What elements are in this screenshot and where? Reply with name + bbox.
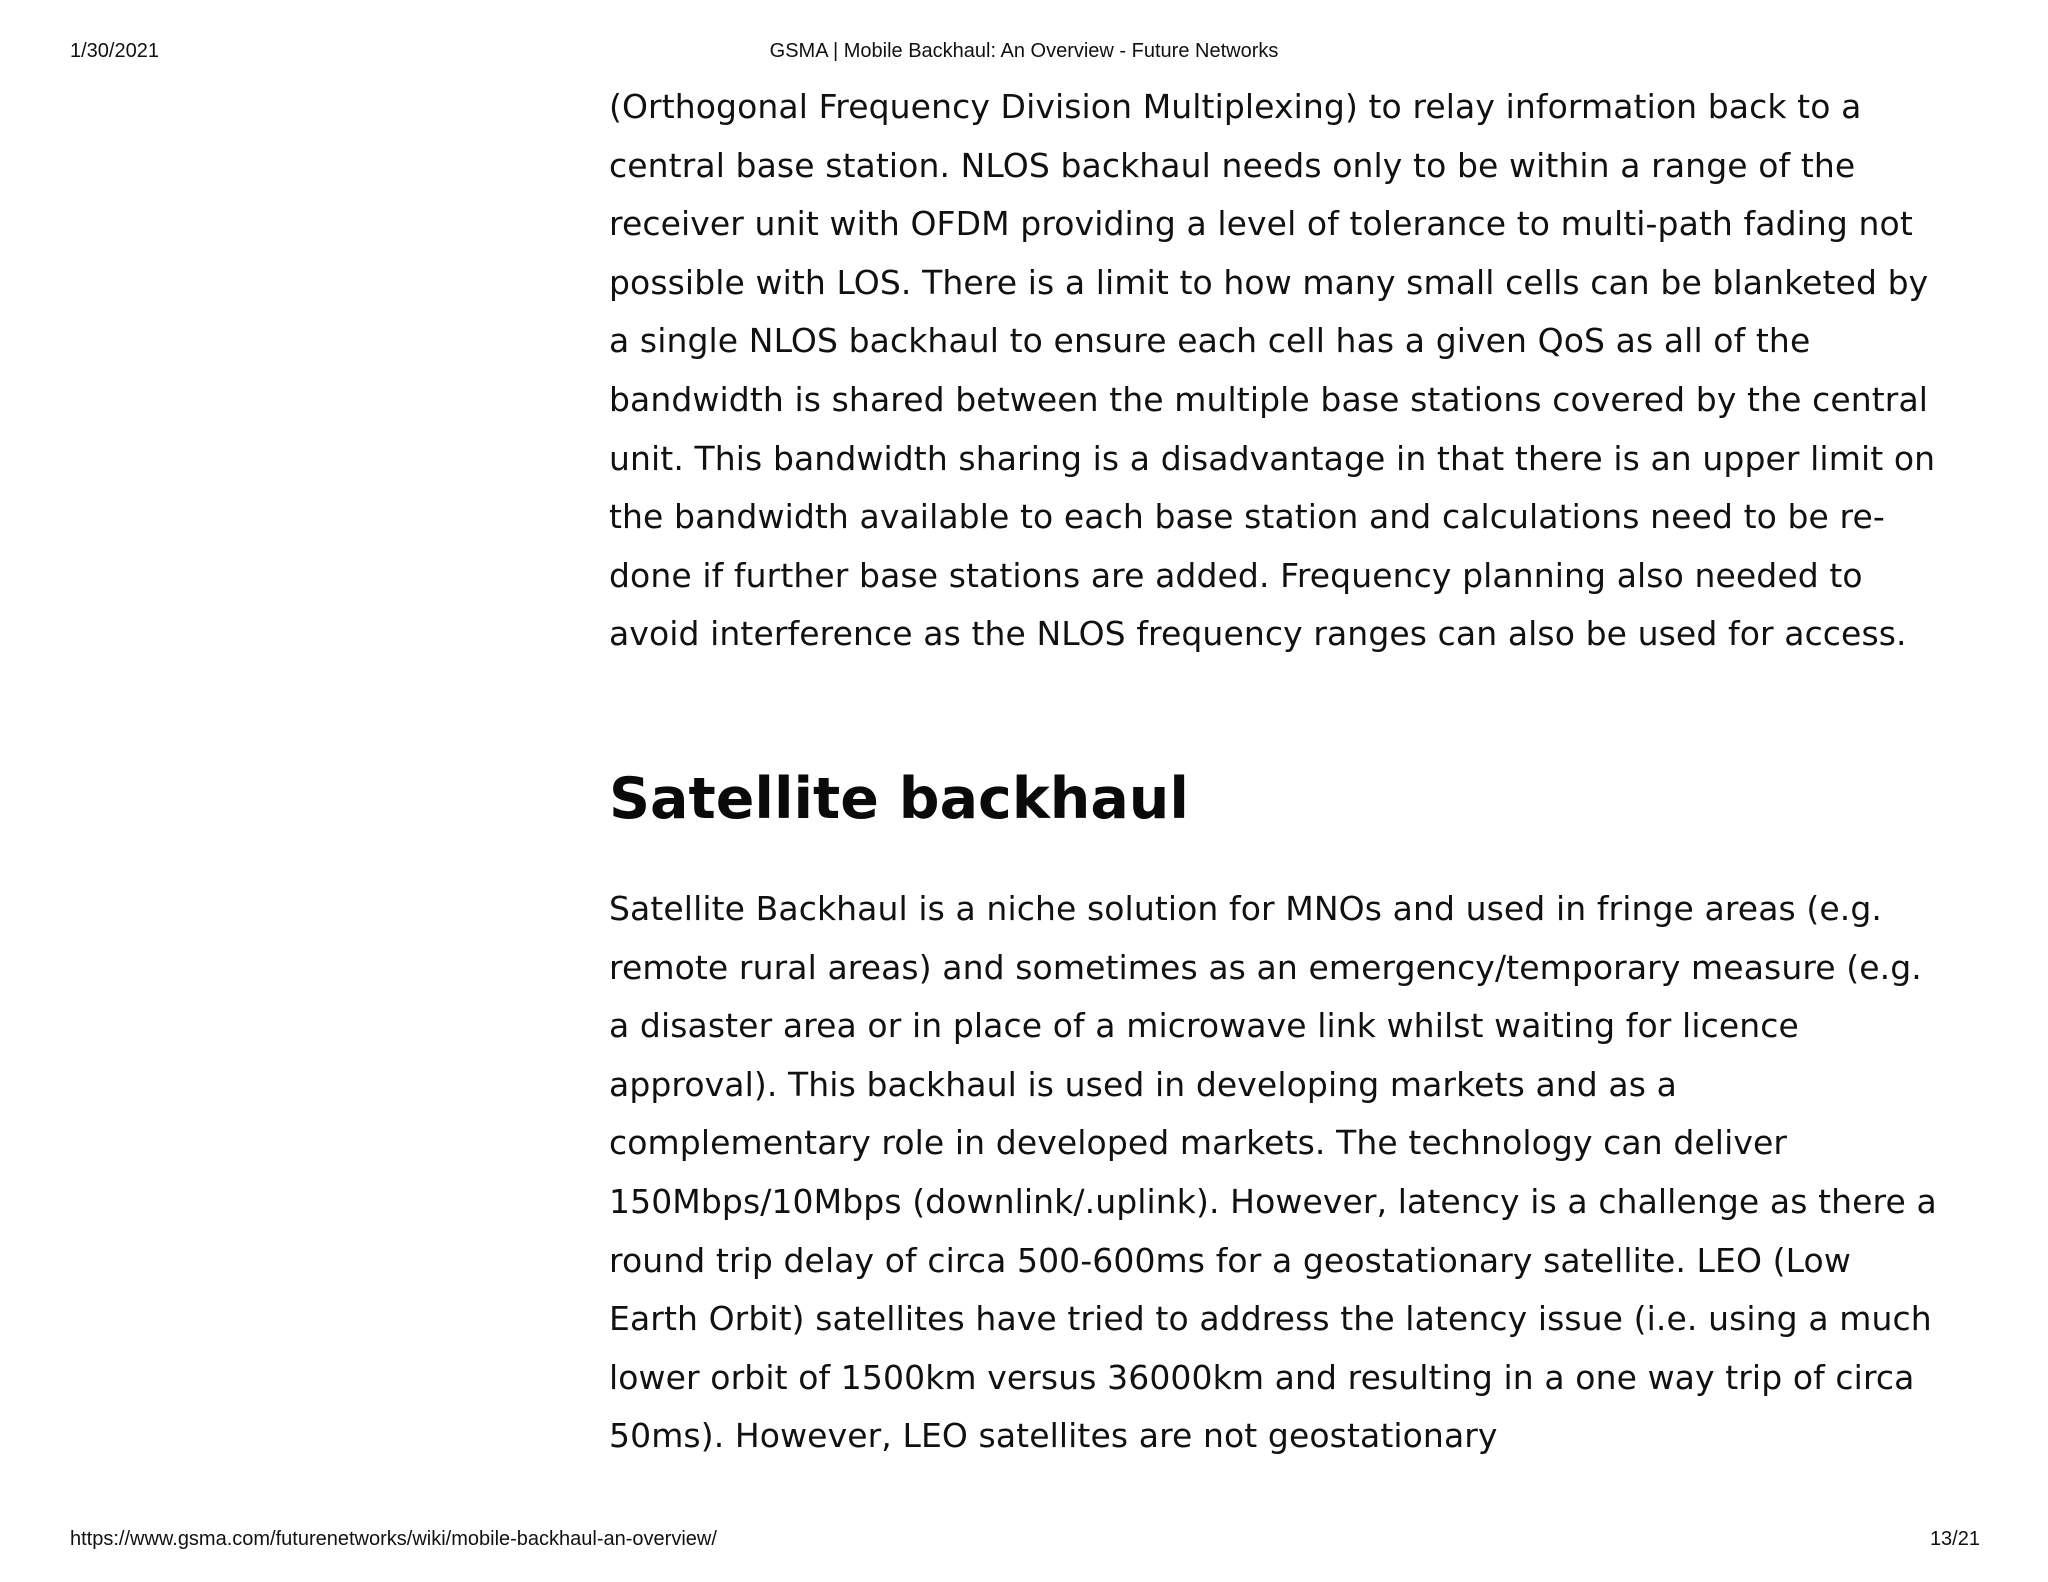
print-page-number: 13/21 (1929, 1528, 1980, 1550)
article-paragraph-satellite: Satellite Backhaul is a niche solution for MNOs and used in fringe areas (e.g. remote rural areas) and sometimes as an emergency/temporary measure (e.g. a disaster area or in place of a microwave link whilst waiting for licence approval). This backhaul is used in developing markets and as a complementary role in developed markets. The technology can deliver 150Mbps/10Mbps (downlink/.uplink). However, latency is a challenge as there a round trip delay of circa 500-600ms for a geostationary satellite. LEO (Low Earth Orbit) satellites have tried to address the latency issue (i.e. using a much lower orbit of 1500km versus 36000km and resulting in a one way trip of circa 50ms). However, LEO satellites are not geostationary (609, 888, 1937, 1456)
print-page-title: GSMA | Mobile Backhaul: An Overview - Future Networks (769, 40, 1279, 62)
article-content (609, 78, 1939, 1466)
article-paragraph-nlos: (Orthogonal Frequency Division Multiplexing) to relay information back to a central base station. NLOS backhaul needs only to be within a range of the receiver unit with OFDM providing a level of tolerance to multi-path fading not possible with LOS. There is a limit to how many small cells can be blanketed by a single NLOS backhaul to ensure each cell has a given QoS as all of the bandwidth is shared between the multiple base stations covered by the central unit. This bandwidth sharing is a disadvantage in that there is an upper limit on the bandwidth available to each base station and calculations need to be re-done if further base stations are added. Frequency planning also needed to avoid interference as the NLOS frequency ranges can also be used for access. (609, 87, 1936, 654)
section-heading-satellite-backhaul: Satellite backhaul (609, 765, 1189, 832)
print-header (0, 38, 2048, 64)
print-date: 1/30/2021 (70, 40, 159, 62)
print-footer (0, 1526, 2048, 1552)
print-source-url[interactable]: https://www.gsma.com/futurenetworks/wiki/mobile-backhaul-an-overview/ (70, 1528, 717, 1550)
